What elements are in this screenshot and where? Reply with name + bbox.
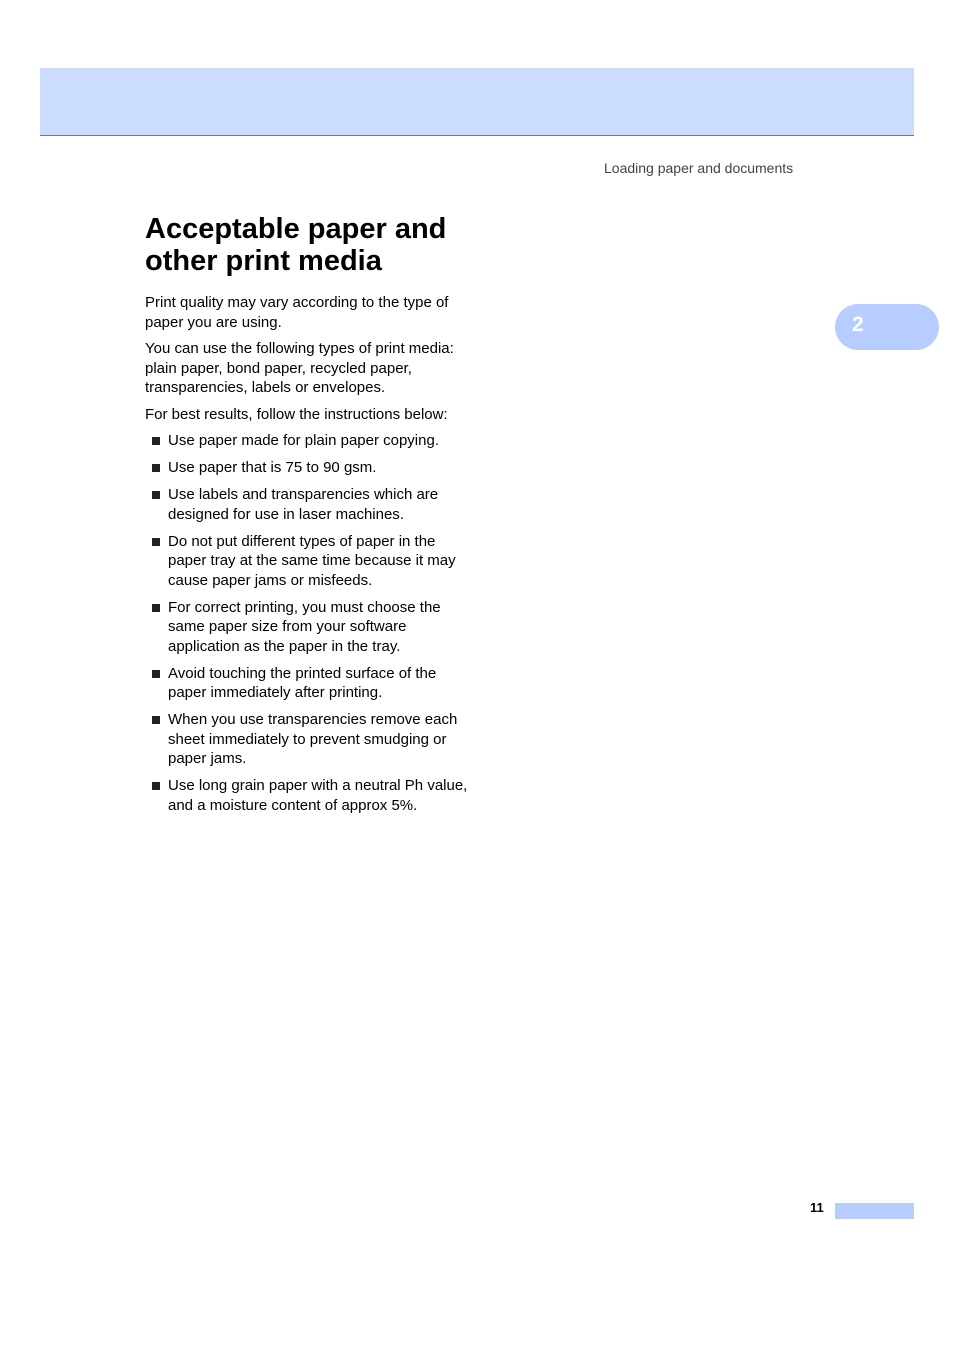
header-band bbox=[40, 68, 914, 136]
square-bullet-icon bbox=[152, 437, 160, 445]
square-bullet-icon bbox=[152, 604, 160, 612]
paragraph: Print quality may vary according to the type of paper you are using. bbox=[145, 294, 449, 331]
chapter-tab bbox=[835, 304, 939, 350]
square-bullet-icon bbox=[152, 491, 160, 499]
square-bullet-icon bbox=[152, 716, 160, 724]
instruction-list bbox=[145, 431, 475, 815]
list-item bbox=[145, 710, 475, 769]
list-item bbox=[145, 598, 475, 657]
list-item-text: For correct printing, you must choose the same paper size from your software application as the paper in the tray. bbox=[168, 598, 441, 655]
square-bullet-icon bbox=[152, 538, 160, 546]
square-bullet-icon bbox=[152, 782, 160, 790]
list-item bbox=[145, 532, 475, 591]
list-item bbox=[145, 431, 475, 451]
list-item-text: Use paper made for plain paper copying. bbox=[168, 432, 439, 449]
list-item-text: When you use transparencies remove each sheet immediately to prevent smudging or paper jams. bbox=[168, 711, 458, 767]
chapter-number: 2 bbox=[852, 313, 864, 336]
running-head: Loading paper and documents bbox=[604, 160, 794, 176]
list-item-text: Use paper that is 75 to 90 gsm. bbox=[168, 459, 377, 476]
list-item-text: Use long grain paper with a neutral Ph value, and a moisture content of approx 5%. bbox=[168, 777, 468, 814]
list-item bbox=[145, 664, 475, 703]
list-item bbox=[145, 776, 475, 815]
square-bullet-icon bbox=[152, 464, 160, 472]
list-item-text: Use labels and transparencies which are designed for use in laser machines. bbox=[168, 486, 439, 523]
paragraph: For best results, follow the instructions below: bbox=[145, 405, 448, 423]
list-item-text: Avoid touching the printed surface of the paper immediately after printing. bbox=[168, 664, 437, 701]
page-number-bar bbox=[835, 1203, 914, 1219]
paragraph: You can use the following types of print media: plain paper, bond paper, recycled paper, transparencies, labels or envelopes. bbox=[145, 340, 454, 396]
list-item bbox=[145, 485, 475, 524]
page-title: Acceptable paper and other print media bbox=[145, 213, 447, 277]
main-content bbox=[145, 213, 475, 823]
square-bullet-icon bbox=[152, 670, 160, 678]
page-number: 11 bbox=[810, 1200, 824, 1215]
list-item-text: Do not put different types of paper in the paper tray at the same time because it may cause paper jams or misfeeds. bbox=[168, 532, 456, 589]
list-item bbox=[145, 458, 475, 478]
